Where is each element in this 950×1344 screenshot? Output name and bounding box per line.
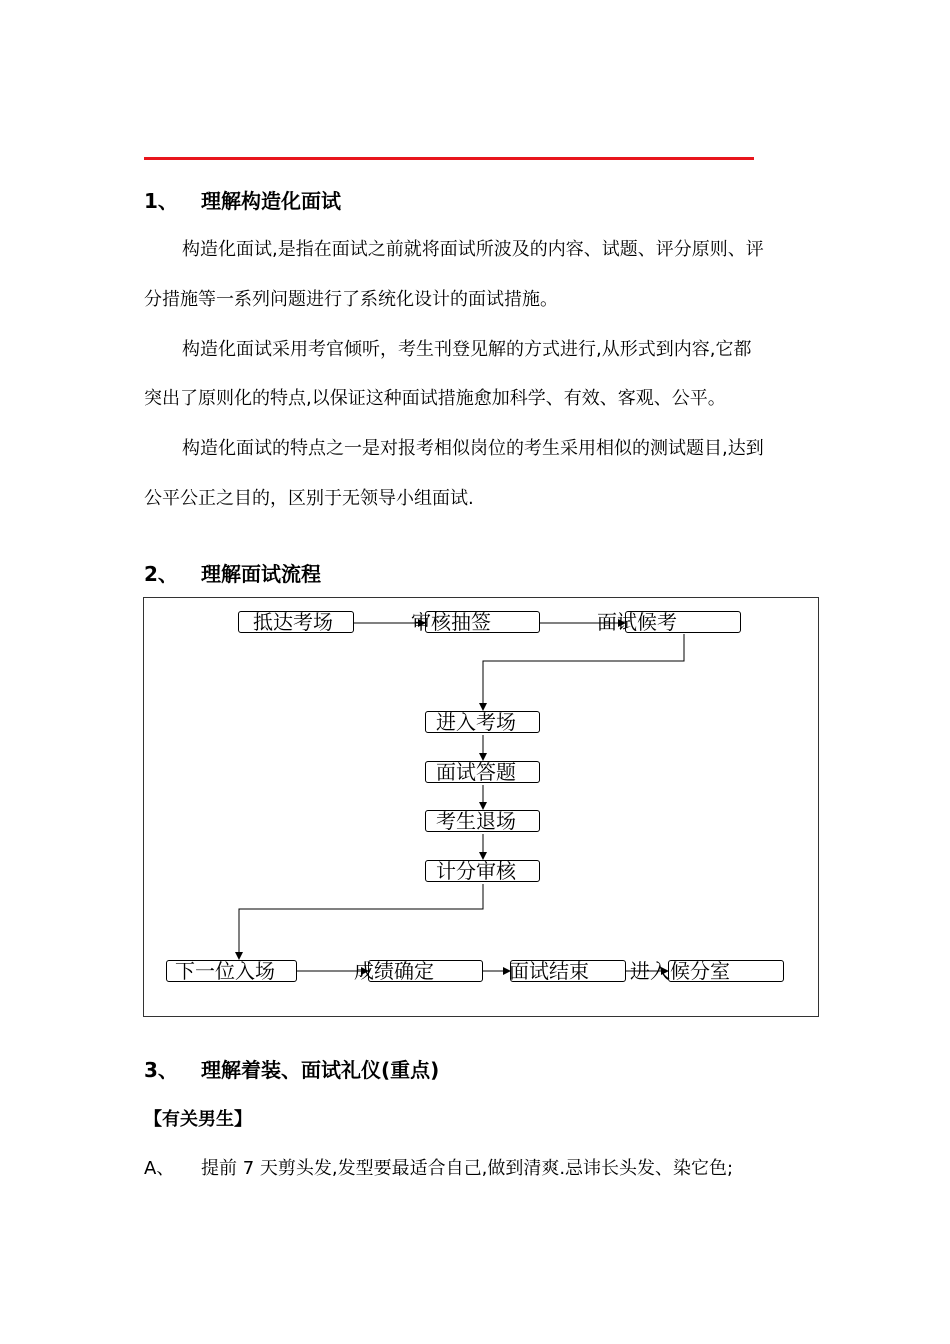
section-2-heading	[144, 561, 544, 587]
top-red-rule	[144, 157, 754, 160]
section-1-number: 1、	[144, 189, 178, 213]
paragraph-2-line-1: 构造化面试采用考官倾听，考生刊登见解的方式进行,从形式到内容,它都	[182, 339, 752, 360]
section-2-number: 2、	[144, 562, 178, 586]
section-3-title: 理解着装、面试礼仪(重点)	[201, 1058, 440, 1082]
node-score-label: 计分审核	[436, 859, 516, 883]
node-arrive-label: 抵达考场	[253, 610, 333, 634]
node-exit-label: 考生退场	[436, 809, 516, 833]
node-wait-label: 面试候考	[597, 610, 677, 634]
section-1-heading	[144, 188, 544, 214]
node-confirm-label: 成绩确定	[354, 959, 434, 983]
section-2-title: 理解面试流程	[201, 562, 321, 586]
paragraph-3-line-2: 公平公正之目的，区别于无领导小组面试.	[144, 488, 474, 509]
node-room-label: 进入候分室	[630, 959, 730, 983]
node-end-label: 面试结束	[509, 959, 589, 983]
arrow-score-to-next	[239, 884, 483, 959]
interview-flowchart	[143, 597, 819, 1017]
arrow-wait-to-enter	[483, 634, 684, 710]
paragraph-1-line-1: 构造化面试,是指在面试之前就将面试所波及的内容、试题、评分原则、评	[182, 239, 764, 260]
paragraph-3-line-1: 构造化面试的特点之一是对报考相似岗位的考生采用相似的测试题目,达到	[182, 438, 764, 459]
node-answer-label: 面试答题	[436, 760, 516, 784]
node-check-draw-label: 审核抽签	[411, 610, 491, 634]
paragraph-1-line-2: 分措施等一系列问题进行了系统化设计的面试措施。	[144, 289, 558, 310]
section-3-number: 3、	[144, 1058, 178, 1082]
section-1-title: 理解构造化面试	[201, 189, 341, 213]
item-a-marker: A、	[144, 1158, 175, 1179]
paragraph-2-line-2: 突出了原则化的特点,以保证这种面试措施愈加科学、有效、客观、公平。	[144, 388, 726, 409]
node-next-label: 下一位入场	[175, 959, 275, 983]
section-3-subtitle: 【有关男生】	[144, 1109, 252, 1130]
section-3-heading	[144, 1057, 644, 1083]
node-enter-label: 进入考场	[436, 710, 516, 734]
item-a-text: 提前 7 天剪头发,发型要最适合自己,做到清爽.忌讳长头发、染它色;	[201, 1158, 734, 1179]
flowchart-connectors	[144, 598, 820, 1018]
